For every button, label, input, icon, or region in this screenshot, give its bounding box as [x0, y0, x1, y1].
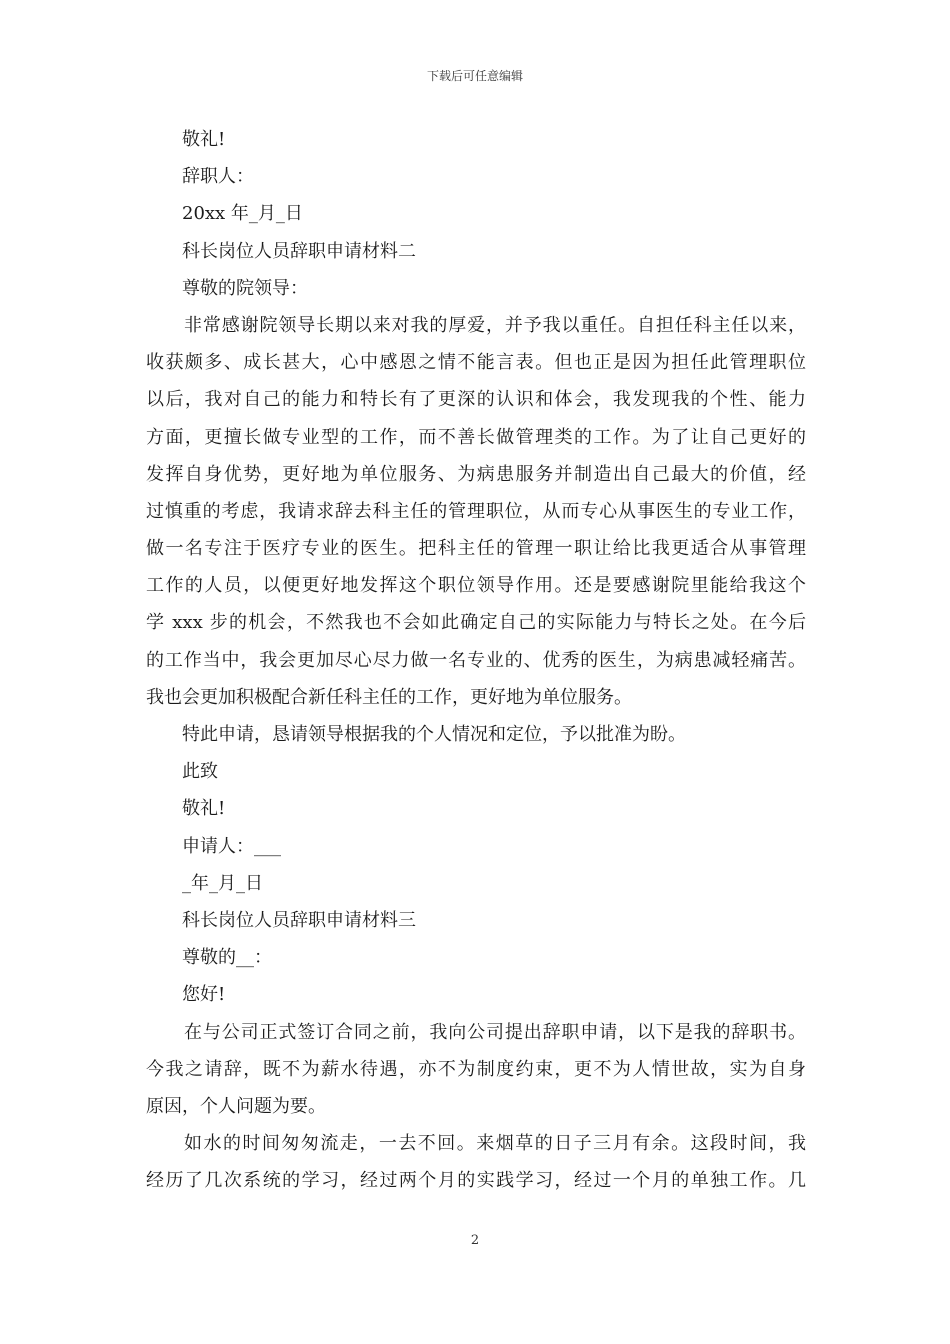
resigner-line: 辞职人：: [182, 166, 254, 188]
section-title: 科长岗位人员辞职申请材料二: [182, 240, 416, 262]
paragraph-line: 以后，我对自己的能力和特长有了更深的认识和体会，我发现我的个性、能力: [146, 389, 806, 411]
paragraph-line: 工作的人员，以便更好地发挥这个职位领导作用。还是要感谢院里能给我这个: [146, 575, 806, 597]
hello-line: 您好!: [182, 984, 226, 1006]
date-line: 20xx 年_月_日: [182, 203, 303, 225]
salutation-line: 敬礼!: [182, 798, 226, 820]
closing-line: 此致: [182, 761, 218, 783]
paragraph-line: 原因，个人问题为要。: [146, 1095, 326, 1117]
date-line: _年_月_日: [182, 872, 263, 894]
applicant-line: 申请人：___: [182, 835, 281, 857]
paragraph-3: [146, 1125, 806, 1199]
paragraph-line: 的工作当中，我会更加尽心尽力做一名专业的、优秀的医生，为病患减轻痛苦。: [146, 649, 806, 671]
request-line: 特此申请，恳请领导根据我的个人情况和定位，予以批准为盼。: [182, 724, 686, 745]
greeting-line: 尊敬的院领导：: [182, 277, 308, 299]
paragraph-line: 今我之请辞，既不为薪水待遇，亦不为制度约束，更不为人情世故，实为自身: [146, 1058, 806, 1080]
paragraph-line: 收获颇多、成长甚大，心中感恩之情不能言表。但也正是因为担任此管理职位: [146, 352, 806, 374]
section-title: 科长岗位人员辞职申请材料三: [182, 909, 416, 931]
paragraph-line: 发挥自身优势，更好地为单位服务、为病患服务并制造出自己最大的价值，经: [146, 463, 806, 485]
paragraph-line: 在与公司正式签订合同之前，我向公司提出辞职申请，以下是我的辞职书。: [184, 1021, 806, 1043]
salutation-line: 敬礼!: [182, 129, 226, 150]
paragraph-1: [146, 307, 806, 716]
paragraph-line: 方面，更擅长做专业型的工作，而不善长做管理类的工作。为了让自己更好的: [146, 426, 806, 448]
paragraph-line: 非常感谢院领导长期以来对我的厚爱，并予我以重任。自担任科主任以来，: [184, 314, 806, 336]
greeting-line: 尊敬的__：: [182, 947, 272, 969]
paragraph-line: 学 xxx 步的机会，不然我也不会如此确定自己的实际能力与特长之处。在今后: [146, 612, 806, 634]
paragraph-line: 过慎重的考虑，我请求辞去科主任的管理职位，从而专心从事医生的专业工作，: [146, 500, 806, 522]
paragraph-line: 经历了几次系统的学习，经过两个月的实践学习，经过一个月的单独工作。几: [146, 1170, 806, 1192]
page-header: 下载后可任意编辑: [426, 69, 523, 83]
paragraph-2: [146, 1014, 806, 1126]
paragraph-line: 我也会更加积极配合新任科主任的工作，更好地为单位服务。: [146, 686, 632, 708]
paragraph-line: 如水的时间匆匆流走，一去不回。来烟草的日子三月有余。这段时间，我: [184, 1133, 806, 1155]
paragraph-line: 做一名专注于医疗专业的医生。把科主任的管理一职让给比我更适合从事管理: [146, 538, 806, 560]
page-number: 2: [470, 1233, 480, 1248]
document-body: [146, 121, 806, 1199]
